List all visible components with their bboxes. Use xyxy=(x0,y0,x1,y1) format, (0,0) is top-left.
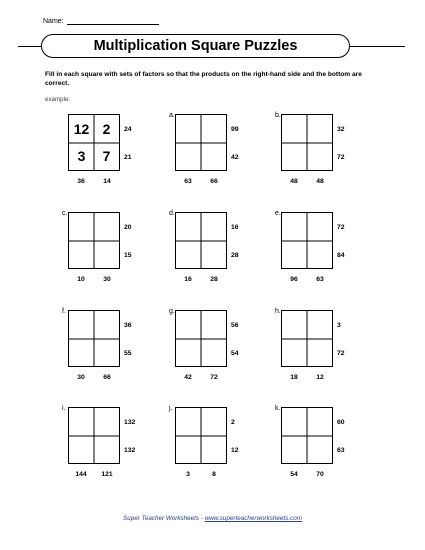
grid-cell[interactable] xyxy=(94,311,119,339)
grid-cell[interactable] xyxy=(69,339,94,367)
grid-cell[interactable] xyxy=(201,436,226,464)
row-product: 72 xyxy=(337,154,345,161)
grid-cell[interactable] xyxy=(201,241,226,269)
grid-cell[interactable] xyxy=(201,408,226,436)
row-product: 21 xyxy=(124,154,132,161)
row-product: 84 xyxy=(337,252,345,259)
row-product: 132 xyxy=(124,419,136,426)
name-field xyxy=(43,17,159,25)
column-product: 10 xyxy=(77,276,85,283)
grid-cell[interactable] xyxy=(176,436,201,464)
grid-cell[interactable] xyxy=(282,436,307,464)
puzzle-grid xyxy=(68,212,120,269)
grid-cell[interactable] xyxy=(307,213,332,241)
grid-cell: 2 xyxy=(102,120,111,137)
puzzle-letter: h. xyxy=(275,308,281,315)
puzzle-grid xyxy=(68,407,120,464)
column-product: 66 xyxy=(210,178,218,185)
grid-cell: 7 xyxy=(102,148,111,165)
grid-cell[interactable] xyxy=(282,241,307,269)
column-product: 121 xyxy=(101,471,113,478)
grid-cell[interactable] xyxy=(94,339,119,367)
grid-cell[interactable] xyxy=(201,213,226,241)
column-product: 48 xyxy=(290,178,298,185)
column-product: 66 xyxy=(103,374,111,381)
puzzle-grid xyxy=(175,212,227,269)
grid-cell[interactable] xyxy=(307,115,332,143)
grid-cell[interactable] xyxy=(69,311,94,339)
column-product: 30 xyxy=(77,374,85,381)
row-product: 72 xyxy=(337,350,345,357)
grid-cell[interactable] xyxy=(176,143,201,171)
grid-cell[interactable] xyxy=(94,408,119,436)
puzzle-letter: c. xyxy=(62,210,68,217)
puzzle-letter: e. xyxy=(275,210,281,217)
puzzle-example xyxy=(62,112,172,192)
column-product: 36 xyxy=(77,178,85,185)
row-product: 32 xyxy=(337,126,345,133)
title-rule-left xyxy=(18,46,41,47)
puzzle-grid xyxy=(68,310,120,367)
puzzle-grid xyxy=(175,310,227,367)
grid-cell[interactable] xyxy=(176,115,201,143)
grid-cell[interactable] xyxy=(307,311,332,339)
puzzle-grid xyxy=(175,114,227,171)
grid-cell: 12 xyxy=(73,120,90,137)
grid-cell[interactable] xyxy=(94,213,119,241)
grid-cell[interactable] xyxy=(176,241,201,269)
grid-cell[interactable] xyxy=(94,241,119,269)
footer-link[interactable]: www.superteacherworksheets.com xyxy=(204,515,302,522)
row-product: 20 xyxy=(124,224,132,231)
grid-cell[interactable] xyxy=(69,241,94,269)
row-product: 60 xyxy=(337,419,345,426)
grid-cell[interactable] xyxy=(282,143,307,171)
puzzle-i xyxy=(62,405,172,485)
column-product: 54 xyxy=(290,471,298,478)
column-product: 30 xyxy=(103,276,111,283)
grid-cell[interactable] xyxy=(176,311,201,339)
puzzle-g xyxy=(169,308,279,388)
grid-cell[interactable] xyxy=(307,408,332,436)
puzzle-f xyxy=(62,308,172,388)
grid-cell[interactable] xyxy=(201,311,226,339)
grid-cell[interactable] xyxy=(176,213,201,241)
page-title: Multiplication Square Puzzles xyxy=(93,38,298,54)
grid-cell: 3 xyxy=(77,148,86,165)
puzzle-letter: b. xyxy=(275,112,281,119)
grid-cell[interactable] xyxy=(307,339,332,367)
row-product: 36 xyxy=(124,322,132,329)
column-product: 18 xyxy=(290,374,298,381)
puzzle-letter: d. xyxy=(169,210,175,217)
grid-cell[interactable] xyxy=(282,213,307,241)
grid-cell[interactable] xyxy=(94,436,119,464)
name-label: Name: xyxy=(43,18,64,25)
row-product: 132 xyxy=(124,447,136,454)
grid-cell[interactable] xyxy=(69,408,94,436)
grid-cell[interactable] xyxy=(176,408,201,436)
column-product: 63 xyxy=(184,178,192,185)
column-product: 12 xyxy=(316,374,324,381)
footer-text: Super Teacher Worksheets - xyxy=(123,515,205,522)
puzzle-letter: i. xyxy=(62,405,66,412)
row-product: 28 xyxy=(231,252,239,259)
column-product: 28 xyxy=(210,276,218,283)
puzzle-grid xyxy=(281,310,333,367)
column-product: 72 xyxy=(210,374,218,381)
puzzle-grid xyxy=(175,407,227,464)
grid-cell[interactable] xyxy=(307,436,332,464)
row-product: 24 xyxy=(124,126,132,133)
example-label: example: xyxy=(45,96,71,103)
puzzle-c xyxy=(62,210,172,290)
row-product: 99 xyxy=(231,126,239,133)
puzzle-h xyxy=(275,308,385,388)
puzzle-letter: k. xyxy=(275,405,281,412)
row-product: 42 xyxy=(231,154,239,161)
grid-cell[interactable] xyxy=(201,115,226,143)
grid-cell[interactable] xyxy=(282,115,307,143)
grid-cell[interactable] xyxy=(201,143,226,171)
puzzle-b xyxy=(275,112,385,192)
row-product: 3 xyxy=(337,322,341,329)
column-product: 48 xyxy=(316,178,324,185)
grid-cell[interactable] xyxy=(69,213,94,241)
instructions: Fill in each square with sets of factors so that the products on the right-hand side and the bottom are correct. xyxy=(45,71,362,87)
row-product: 54 xyxy=(231,350,239,357)
row-product: 72 xyxy=(337,224,345,231)
grid-cell[interactable] xyxy=(282,408,307,436)
column-product: 96 xyxy=(290,276,298,283)
puzzle-grid xyxy=(281,114,333,171)
row-product: 55 xyxy=(124,350,132,357)
puzzle-letter: j. xyxy=(169,405,173,412)
column-product: 63 xyxy=(316,276,324,283)
puzzle-d xyxy=(169,210,279,290)
puzzle-grid xyxy=(68,114,120,171)
row-product: 15 xyxy=(124,252,132,259)
row-product: 56 xyxy=(231,322,239,329)
puzzle-a xyxy=(169,112,279,192)
puzzle-e xyxy=(275,210,385,290)
puzzle-letter: f. xyxy=(62,308,66,315)
title-rule-right xyxy=(350,46,405,47)
column-product: 70 xyxy=(316,471,324,478)
grid-cell[interactable] xyxy=(307,241,332,269)
column-product: 8 xyxy=(212,471,216,478)
puzzle-grid xyxy=(281,212,333,269)
grid-cell[interactable] xyxy=(282,311,307,339)
grid-cell[interactable] xyxy=(282,339,307,367)
puzzle-grid xyxy=(281,407,333,464)
puzzle-j xyxy=(169,405,279,485)
column-product: 42 xyxy=(184,374,192,381)
grid-cell[interactable] xyxy=(201,339,226,367)
grid-cell[interactable] xyxy=(176,339,201,367)
row-product: 63 xyxy=(337,447,345,454)
title-banner xyxy=(41,34,350,58)
grid-cell[interactable] xyxy=(307,143,332,171)
column-product: 14 xyxy=(103,178,111,185)
column-product: 144 xyxy=(75,471,87,478)
column-product: 16 xyxy=(184,276,192,283)
row-product: 2 xyxy=(231,419,235,426)
grid-cell[interactable] xyxy=(69,436,94,464)
footer xyxy=(0,515,425,522)
row-product: 12 xyxy=(231,447,239,454)
column-product: 3 xyxy=(186,471,190,478)
row-product: 16 xyxy=(231,224,239,231)
puzzle-letter: g. xyxy=(169,308,175,315)
name-line[interactable] xyxy=(67,17,159,25)
puzzle-k xyxy=(275,405,385,485)
puzzle-letter: a. xyxy=(169,112,175,119)
